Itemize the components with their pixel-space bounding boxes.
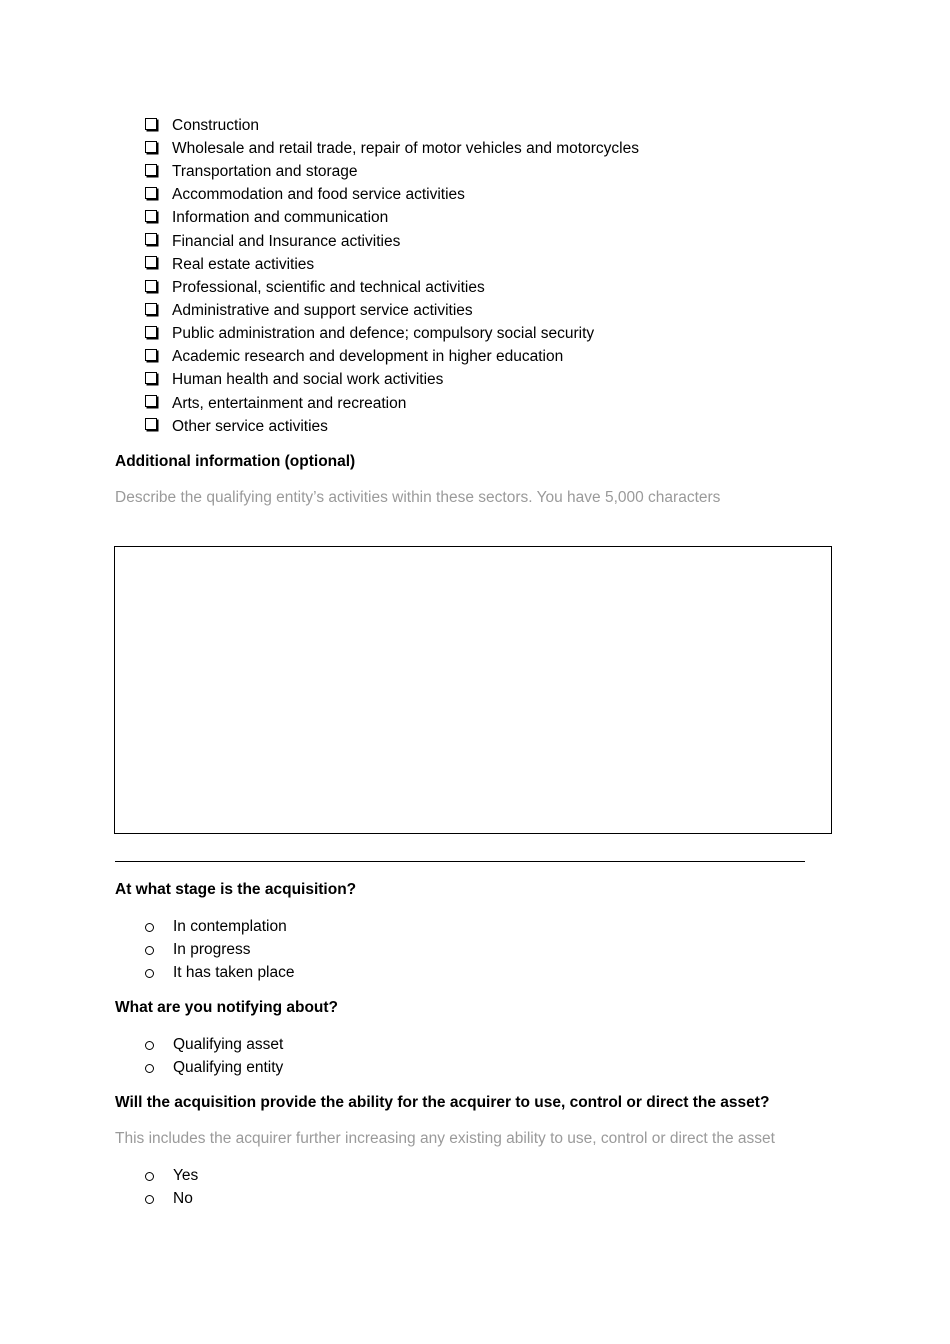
sector-option[interactable] bbox=[144, 322, 639, 345]
sector-option-label: Information and communication bbox=[172, 209, 389, 227]
checkbox-icon[interactable] bbox=[145, 372, 157, 384]
sector-option[interactable] bbox=[144, 114, 639, 137]
stage-option[interactable] bbox=[144, 961, 295, 984]
sector-option-label: Financial and Insurance activities bbox=[172, 232, 401, 250]
sector-option-label: Real estate activities bbox=[172, 255, 315, 273]
sector-option[interactable] bbox=[144, 415, 639, 438]
radio-icon[interactable] bbox=[145, 1041, 154, 1050]
checkbox-icon[interactable] bbox=[145, 187, 157, 199]
stage-option[interactable] bbox=[144, 938, 295, 961]
checkbox-icon[interactable] bbox=[145, 349, 157, 361]
sector-checkbox-list bbox=[144, 114, 639, 438]
control-option-label: No bbox=[173, 1189, 193, 1207]
stage-radio-group bbox=[144, 915, 295, 984]
notifying-option[interactable] bbox=[144, 1056, 283, 1079]
sector-option-label: Administrative and support service activities bbox=[172, 301, 473, 319]
radio-icon[interactable] bbox=[145, 969, 154, 978]
notifying-option-label: Qualifying entity bbox=[173, 1058, 284, 1076]
sector-option[interactable] bbox=[144, 183, 639, 206]
checkbox-icon[interactable] bbox=[145, 280, 157, 292]
sector-option[interactable] bbox=[144, 160, 639, 183]
sector-option-label: Professional, scientific and technical activities bbox=[172, 278, 485, 296]
control-heading: Will the acquisition provide the ability for the acquirer to use, control or direct the asset? bbox=[115, 1094, 770, 1111]
stage-heading: At what stage is the acquisition? bbox=[115, 881, 357, 898]
control-radio-group bbox=[144, 1164, 198, 1210]
radio-icon[interactable] bbox=[145, 946, 154, 955]
radio-icon[interactable] bbox=[145, 1172, 154, 1181]
checkbox-icon[interactable] bbox=[145, 164, 157, 176]
checkbox-icon[interactable] bbox=[145, 233, 157, 245]
checkbox-icon[interactable] bbox=[145, 118, 157, 130]
checkbox-icon[interactable] bbox=[145, 303, 157, 315]
stage-option-label: In progress bbox=[173, 940, 251, 958]
sector-option-label: Transportation and storage bbox=[172, 163, 358, 181]
stage-option-label: In contemplation bbox=[173, 917, 287, 935]
sector-option-label: Arts, entertainment and recreation bbox=[172, 394, 407, 412]
checkbox-icon[interactable] bbox=[145, 418, 157, 430]
sector-option-label: Construction bbox=[172, 116, 260, 134]
radio-icon[interactable] bbox=[145, 1195, 154, 1204]
additional-info-textbox[interactable] bbox=[114, 546, 832, 834]
notifying-radio-group bbox=[144, 1033, 283, 1079]
additional-info-heading: Additional information (optional) bbox=[115, 453, 356, 470]
additional-info-hint: Describe the qualifying entity’s activities within these sectors. You have 5,000 characters bbox=[115, 489, 721, 506]
sector-option-label: Public administration and defence; compulsory social security bbox=[172, 325, 595, 343]
sector-option-label: Accommodation and food service activities bbox=[172, 186, 465, 204]
sector-option[interactable] bbox=[144, 369, 639, 392]
radio-icon[interactable] bbox=[145, 1064, 154, 1073]
sector-option[interactable] bbox=[144, 392, 639, 415]
sector-option[interactable] bbox=[144, 276, 639, 299]
checkbox-icon[interactable] bbox=[145, 395, 157, 407]
sector-option-label: Other service activities bbox=[172, 417, 328, 435]
sector-option-label: Human health and social work activities bbox=[172, 371, 444, 389]
sector-option[interactable] bbox=[144, 207, 639, 230]
stage-option-label: It has taken place bbox=[173, 963, 295, 981]
notifying-option[interactable] bbox=[144, 1033, 283, 1056]
radio-icon[interactable] bbox=[145, 923, 154, 932]
checkbox-icon[interactable] bbox=[145, 210, 157, 222]
control-option[interactable] bbox=[144, 1187, 198, 1210]
section-divider bbox=[115, 861, 805, 862]
checkbox-icon[interactable] bbox=[145, 256, 157, 268]
sector-option[interactable] bbox=[144, 137, 639, 160]
sector-option-label: Academic research and development in higher education bbox=[172, 348, 564, 366]
checkbox-icon[interactable] bbox=[145, 141, 157, 153]
sector-option[interactable] bbox=[144, 253, 639, 276]
notifying-option-label: Qualifying asset bbox=[173, 1035, 284, 1053]
sector-option[interactable] bbox=[144, 230, 639, 253]
sector-option[interactable] bbox=[144, 299, 639, 322]
stage-option[interactable] bbox=[144, 915, 295, 938]
sector-option[interactable] bbox=[144, 345, 639, 368]
checkbox-icon[interactable] bbox=[145, 326, 157, 338]
control-option[interactable] bbox=[144, 1164, 198, 1187]
notifying-heading: What are you notifying about? bbox=[115, 999, 339, 1016]
sector-option-label: Wholesale and retail trade, repair of motor vehicles and motorcycles bbox=[172, 139, 639, 157]
control-option-label: Yes bbox=[173, 1166, 199, 1184]
control-hint: This includes the acquirer further increasing any existing ability to use, control or direct the asset bbox=[115, 1130, 775, 1147]
